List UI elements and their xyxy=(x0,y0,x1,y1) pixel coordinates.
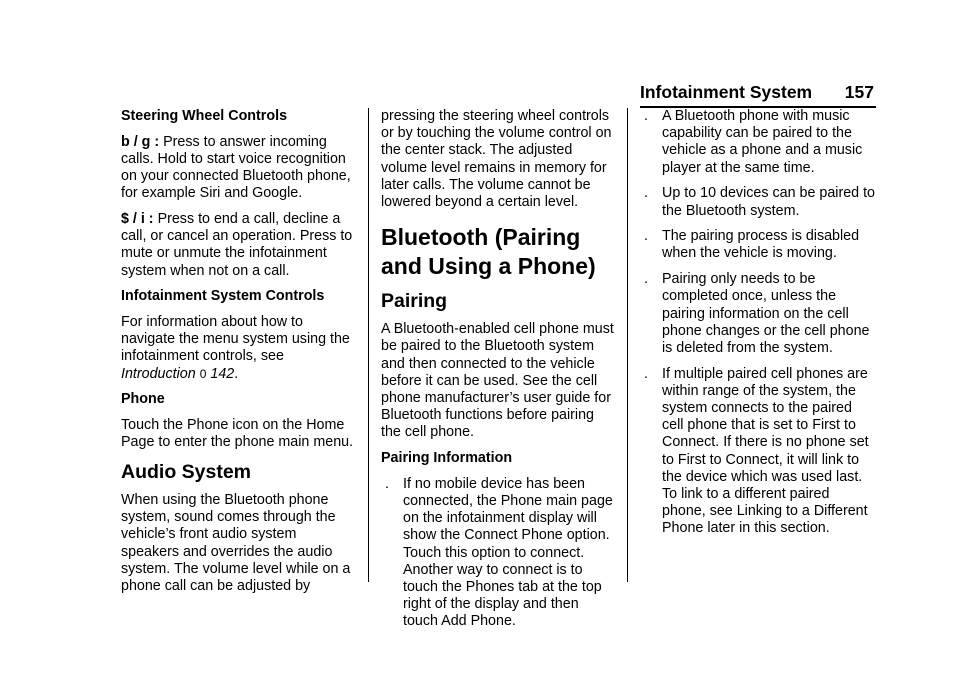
list-item-text: If multiple paired cell phones are within range of the system, the system connects to the paired cell phone that is set to First to Connect. If there is no phone set to First to Connect, it will link to the device which was used last. To link to a different paired phone, see Linking to a Different Phone later in this section. xyxy=(662,365,869,537)
page-header xyxy=(640,80,876,104)
infotainment-controls-heading: Infotainment System Controls xyxy=(121,288,325,305)
list-item xyxy=(640,108,876,177)
phone-heading: Phone xyxy=(121,391,165,408)
list-item xyxy=(640,185,876,219)
introduction-link[interactable]: Introduction xyxy=(121,365,196,382)
phone-text: Touch the Phone icon on the Home Page to enter the phone main menu. xyxy=(121,417,354,451)
list-item-text: A Bluetooth phone with music capability can be paired to the vehicle as a phone and a music player at the same time. xyxy=(662,108,863,176)
pairing-information-heading: Pairing Information xyxy=(381,450,513,467)
pairing-information-list xyxy=(381,476,617,631)
bullet-mark: . xyxy=(644,271,648,288)
introduction-page-ref[interactable]: 142 xyxy=(210,365,235,382)
infotainment-controls-text: For information about how to navigate the menu system using the infotainment controls, see xyxy=(121,314,350,365)
bullet-mark: . xyxy=(644,108,648,124)
list-item xyxy=(640,366,876,538)
list-item xyxy=(640,228,876,262)
steering-wheel-controls-heading: Steering Wheel Controls xyxy=(121,108,288,124)
bullet-mark: . xyxy=(385,475,389,492)
column-2 xyxy=(381,108,617,639)
end-call-paragraph xyxy=(121,211,357,280)
audio-system-heading: Audio System xyxy=(121,460,252,483)
page-number: 157 xyxy=(844,82,874,102)
bluetooth-heading: Bluetooth (Pairing and Using a Phone) xyxy=(381,224,596,280)
list-item-text: If no mobile device has been connected, the Phone main page on the infotainment display will show the Connect Phone option. Touch this option to connect. Another way to connect is to touch the Phones tab at the top right of the display and then touch Add Phone. xyxy=(403,475,613,630)
phone-end-icon: $ / i : xyxy=(121,211,154,228)
list-item-text: The pairing process is disabled when the vehicle is moving. xyxy=(662,228,860,262)
pairing-information-list-continued xyxy=(640,108,876,538)
column-1 xyxy=(121,108,357,604)
section-title: Infotainment System xyxy=(640,82,813,102)
answer-call-paragraph xyxy=(121,134,357,203)
audio-continued-text: pressing the steering wheel controls or by touching the volume control on the center stack. The adjusted volume level remains in memory for later calls. The volume cannot be lowered beyond a certain level. xyxy=(381,108,612,211)
list-item-text: Pairing only needs to be completed once, unless the pairing information on the cell phone changes or the cell phone is deleted from the system. xyxy=(662,271,870,356)
bullet-mark: . xyxy=(644,185,648,202)
page-reference-icon: 0 xyxy=(199,366,207,381)
bullet-mark: . xyxy=(644,228,648,245)
audio-system-text: When using the Bluetooth phone system, sound comes through the vehicle’s front audio system speakers and overrides the audio system. The volume level while on a phone call can be adjusted by xyxy=(121,491,351,594)
infotainment-controls-paragraph xyxy=(121,314,357,383)
list-item-text: Up to 10 devices can be paired to the Bluetooth system. xyxy=(662,185,876,219)
column-divider-1 xyxy=(368,108,369,582)
bullet-mark: . xyxy=(644,365,648,382)
answer-call-text: Press to answer incoming calls. Hold to start voice recognition on your connected Bluetooth phone, for example Siri and Google. xyxy=(121,133,351,202)
pairing-text: A Bluetooth-enabled cell phone must be paired to the Bluetooth system and then connected to the vehicle before it can be used. See the cell phone manufacturer’s user guide for Bluetooth functions before pairing the cell phone. xyxy=(381,321,614,441)
list-item xyxy=(381,476,617,631)
pairing-heading: Pairing xyxy=(381,290,448,313)
list-item xyxy=(640,271,876,357)
phone-answer-icon: b / g : xyxy=(121,133,160,150)
column-divider-2 xyxy=(627,108,628,582)
end-call-text: Press to end a call, decline a call, or cancel an operation. Press to mute or unmute the infotainment system when not on a call. xyxy=(121,211,353,279)
period: . xyxy=(234,365,239,382)
column-3 xyxy=(640,108,876,546)
